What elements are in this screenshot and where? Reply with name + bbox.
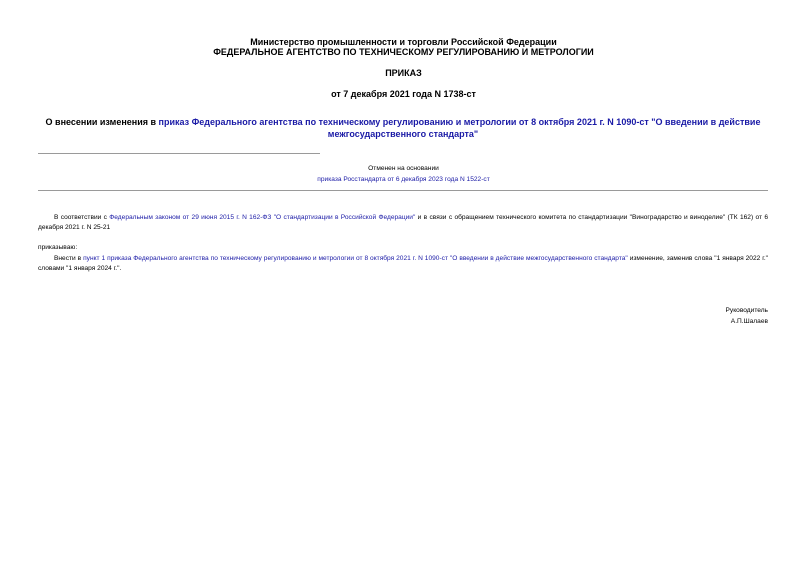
amended-order-link[interactable]: приказ Федерального агентства по техническому регулированию и метрологии от 8 октября 2021 г. N 1090-ст "О введении в действие межгосударственного стандарта" [158,117,761,139]
agency-name: ФЕДЕРАЛЬНОЕ АГЕНТСТВО ПО ТЕХНИЧЕСКОМУ РЕГУЛИРОВАНИЮ И МЕТРОЛОГИИ [213,47,594,57]
repeal-order-link[interactable]: приказа Росстандарта от 6 декабря 2023 года N 1522-ст [317,176,490,183]
basis-suffix: и в связи с обращением технического комитета по стандартизации "Виноградарство и виноделие" (ТК 162) от 6 декабря 2021 г. N 25-21 [38,214,768,231]
paragraph-basis [38,213,768,233]
paragraph-amendment [38,254,768,274]
status-label: Отменен на основании [368,165,439,172]
divider-long [38,190,768,191]
ministry-name: Министерство промышленности и торговли Российской Федерации [250,37,557,47]
order-word: приказываю: [38,244,78,251]
title-prefix: О внесении изменения в [45,117,159,127]
amendment-prefix: Внести в [54,255,84,262]
clause-1-link[interactable]: пункт 1 приказа Федерального агентства по техническому регулированию и метрологии от 8 октября 2021 г. N 1090-ст "О введении в действие межгосударственного стандарта" [83,255,628,262]
divider-short [38,153,320,154]
signatory-name: А.П.Шалаев [730,318,768,325]
document-type: ПРИКАЗ [385,68,422,78]
amendment-suffix: изменение, заменив слова "1 января 2022 г." словами "1 января 2024 г.". [38,255,768,272]
document-title [38,116,768,140]
signatory-position: Руководитель [725,307,768,314]
basis-prefix: В соответствии с [54,214,110,221]
federal-law-link[interactable]: Федеральным законом от 29 июня 2015 г. N 162-ФЗ "О стандартизации в Российской Федерации" [109,214,416,221]
document-date: от 7 декабря 2021 года N 1738-ст [331,89,476,99]
